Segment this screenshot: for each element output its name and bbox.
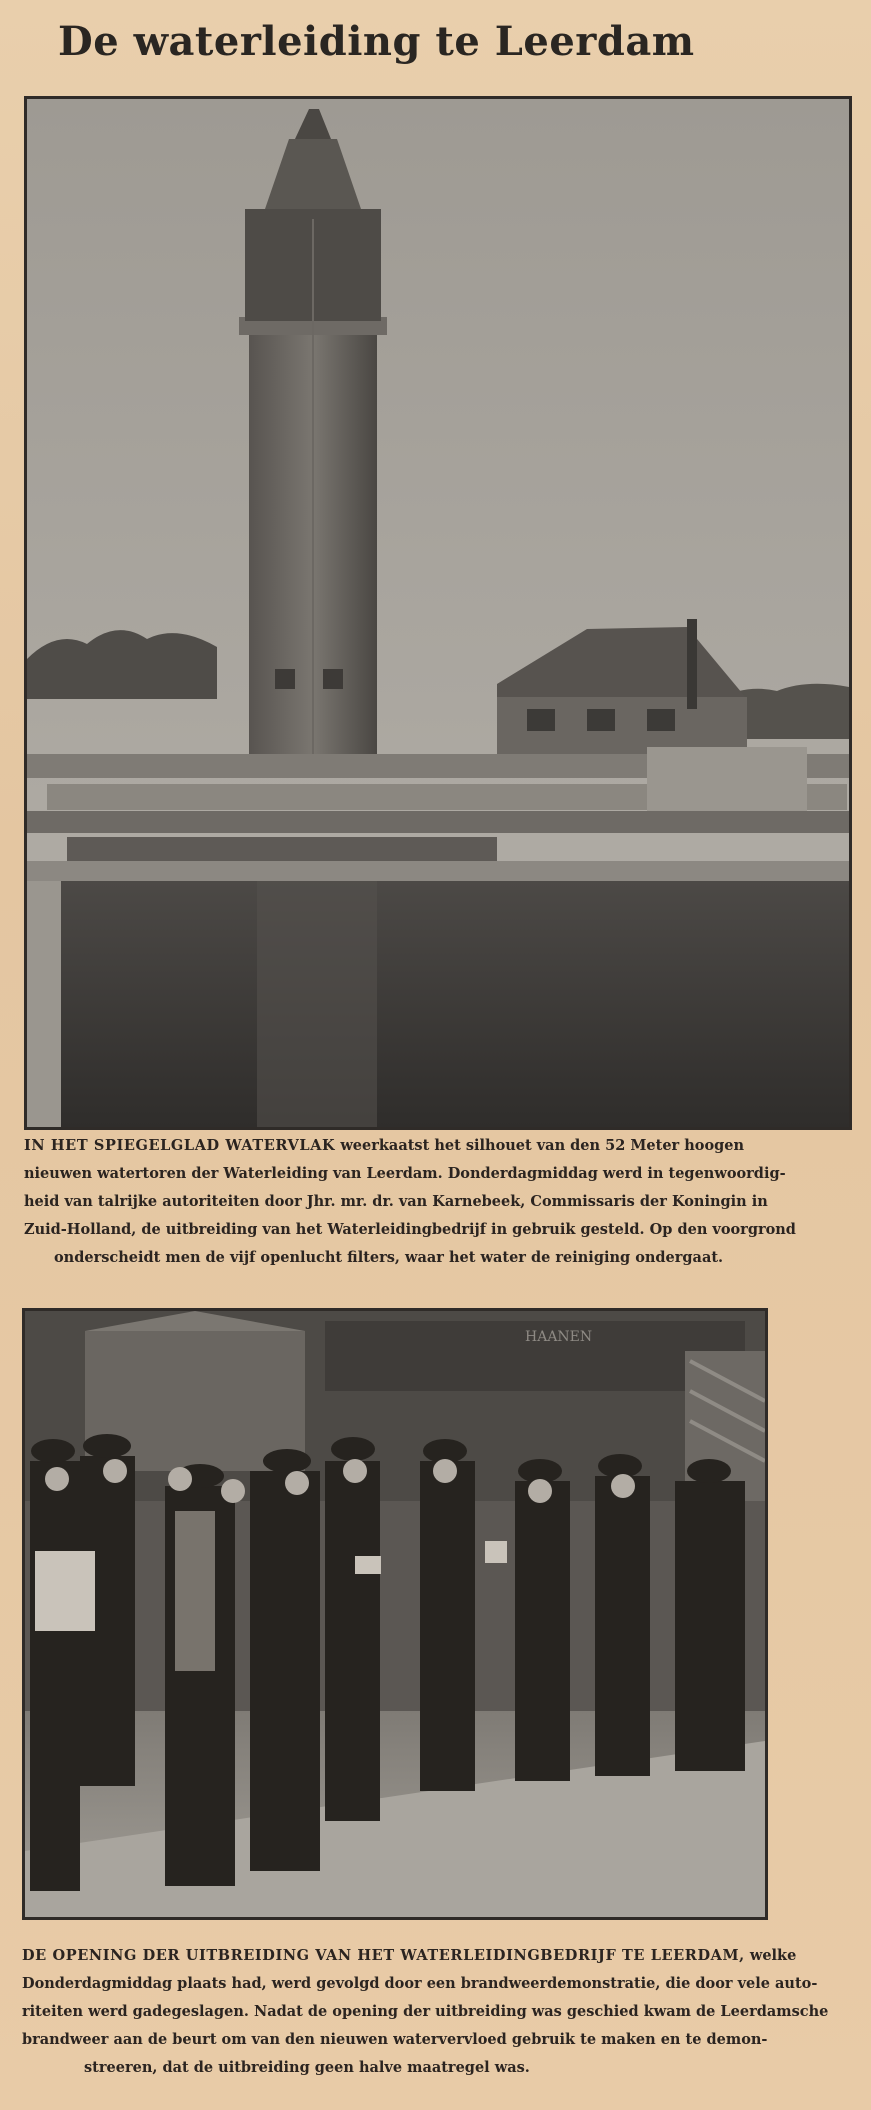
caption2-lead: DE OPENING DER UITBREIDING VAN HET WATERLEIDINGBEDRIJF TE LEERDAM, bbox=[22, 1947, 745, 1964]
caption1-line2: nieuwen watertoren der Waterleiding van Leerdam. Donderdagmiddag werd in tegenwoordig- bbox=[24, 1165, 786, 1182]
water-tower-photo-illustration bbox=[27, 99, 849, 1127]
photo-water-tower bbox=[24, 96, 852, 1130]
caption1-lead: IN HET SPIEGELGLAD WATERVLAK bbox=[24, 1137, 336, 1154]
shop-sign-text: HAANEN bbox=[525, 1329, 593, 1345]
caption2-line3: riteiten werd gadegeslagen. Nadat de opening der uitbreiding was geschied kwam de Leerdamsche bbox=[22, 2003, 829, 2020]
caption1-line5: onderscheidt men de vijf openlucht filters, waar het water de reiniging ondergaat. bbox=[54, 1249, 724, 1266]
photo-officials-crowd bbox=[22, 1308, 768, 1920]
officials-crowd-photo-illustration bbox=[25, 1311, 765, 1917]
caption2-line2: Donderdagmiddag plaats had, werd gevolgd door een brandweerdemonstratie, die door vele auto- bbox=[22, 1975, 818, 1992]
caption2-line1 bbox=[22, 1942, 797, 1970]
caption-water-tower bbox=[24, 1132, 850, 1272]
page-title: De waterleiding te Leerdam bbox=[58, 18, 695, 65]
caption1-line4: Zuid-Holland, de uitbreiding van het Waterleidingbedrijf in gebruik gesteld. Op den voorgrond bbox=[24, 1221, 796, 1238]
caption2-line1-rest: welke bbox=[744, 1947, 797, 1964]
caption-officials bbox=[22, 1942, 829, 2082]
caption1-line1-rest: weerkaatst het silhouet van den 52 Meter hoogen bbox=[335, 1137, 745, 1154]
caption1-line1 bbox=[24, 1132, 850, 1160]
caption2-line4: brandweer aan de beurt om van den nieuwen watervervloed gebruik te maken en te demon- bbox=[22, 2031, 768, 2048]
caption1-line3: heid van talrijke autoriteiten door Jhr. mr. dr. van Karnebeek, Commissaris der Koningin in bbox=[24, 1193, 768, 1210]
caption2-line5: streeren, dat de uitbreiding geen halve maatregel was. bbox=[84, 2059, 530, 2076]
